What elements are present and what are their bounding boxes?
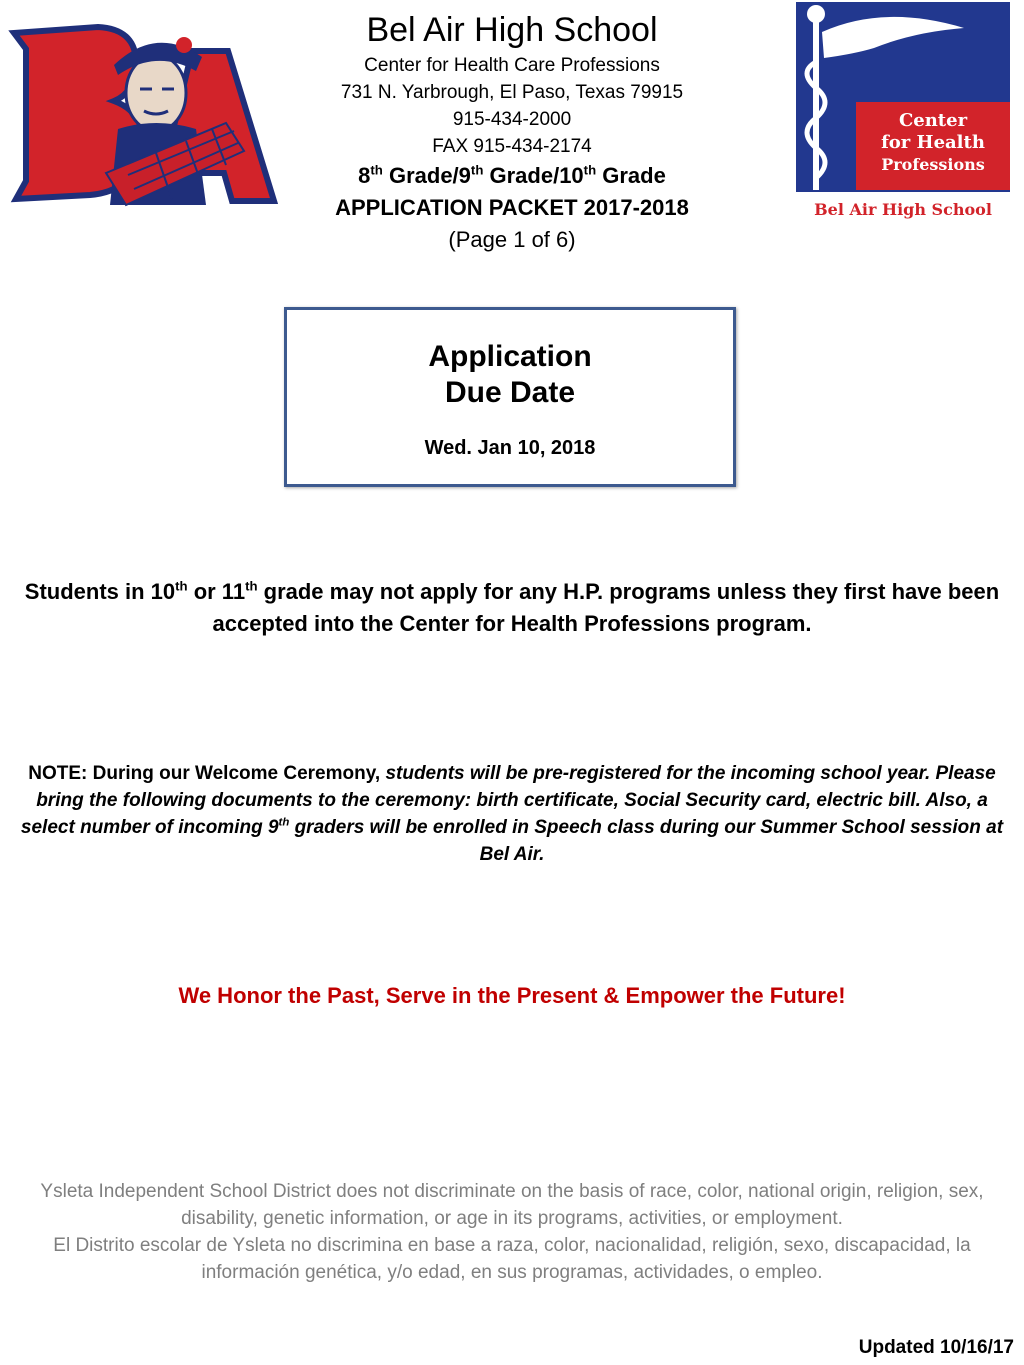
highlander-mascot-icon <box>6 5 278 213</box>
letterhead <box>262 8 762 256</box>
due-date-box <box>284 307 736 487</box>
non-discrimination-statement <box>10 1178 1014 1286</box>
logo-text-line3: Professions <box>881 155 985 174</box>
school-name: Bel Air High School <box>366 11 658 49</box>
due-date-heading: Application Due Date <box>428 340 592 409</box>
page-indicator: (Page 1 of 6) <box>448 227 576 252</box>
caduceus-logo-icon <box>794 2 1012 230</box>
center-health-professions-logo <box>794 2 1012 230</box>
updated-date: Updated 10/16/17 <box>858 1337 1014 1358</box>
logo-text-line1: Center <box>898 110 968 131</box>
school-fax: FAX 915-434-2174 <box>432 136 592 157</box>
school-motto: We Honor the Past, Serve in the Present & Empower the Future! <box>178 983 846 1008</box>
welcome-ceremony-note: NOTE: During our Welcome Ceremony, students will be pre-registered for the incoming school year. Please bring the following documents to the ceremony: birth certificate, Social Security card, electric bill. Also, a select number of incoming 9th graders will be enrolled in Speech class during our Summer School session at Bel Air. <box>20 763 1004 865</box>
logo-caption: Bel Air High School <box>814 200 992 219</box>
grade-levels: 8th Grade/9th Grade/10th Grade <box>358 162 666 188</box>
logo-text-line2: for Health <box>881 132 985 153</box>
due-date-value: Wed. Jan 10, 2018 <box>424 437 596 459</box>
center-name: Center for Health Care Professions <box>364 55 660 76</box>
disclaimer-english: Ysleta Independent School District does not discriminate on the basis of race, color, national origin, religion, sex, disability, genetic information, or age in its programs, activities, or employment. <box>40 1181 984 1229</box>
packet-title: APPLICATION PACKET 2017-2018 <box>335 195 689 220</box>
bel-air-ba-logo <box>6 5 278 213</box>
school-address: 731 N. Yarbrough, El Paso, Texas 79915 <box>340 82 684 103</box>
disclaimer-spanish: El Distrito escolar de Ysleta no discrimina en base a raza, color, nacionalidad, religión, sexo, discapacidad, la información genética, y/o edad, en sus programas, actividades, o empleo. <box>53 1235 971 1283</box>
eligibility-warning: Students in 10th or 11th grade may not apply for any H.P. programs unless they first have been accepted into the Center for Health Professions program. <box>24 578 1000 636</box>
school-phone: 915-434-2000 <box>452 109 572 130</box>
